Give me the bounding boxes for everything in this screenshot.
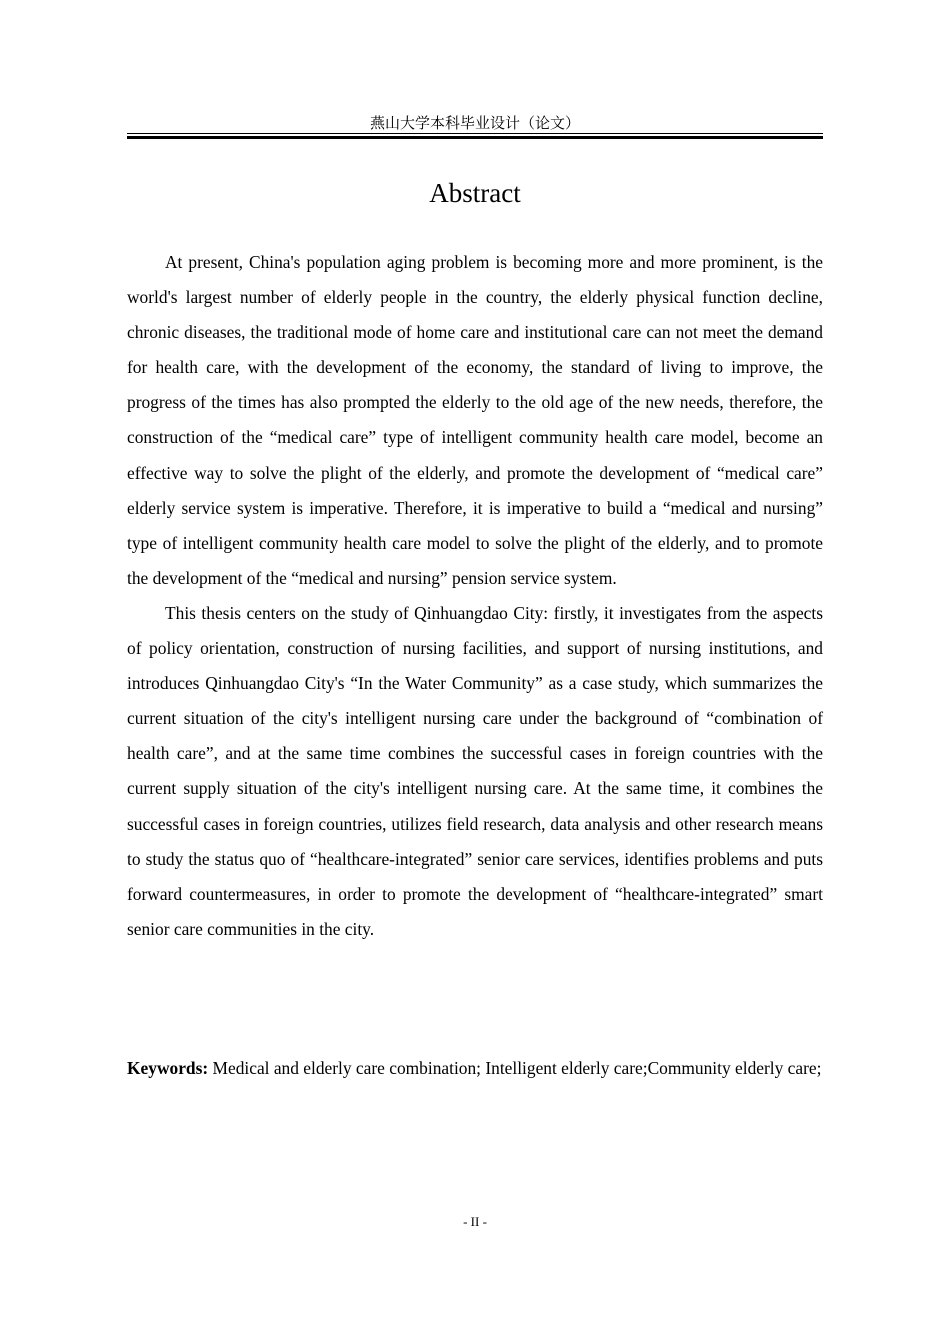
page-number: - II - xyxy=(463,1214,487,1229)
header-rule-thick xyxy=(127,136,823,139)
keywords-label: Keywords: xyxy=(127,1058,209,1078)
header-rule-thin xyxy=(127,133,823,134)
page-title: Abstract xyxy=(429,178,521,208)
keywords xyxy=(127,1051,823,1086)
keywords-text: Medical and elderly care combination; Intelligent elderly care;Community elderly care; xyxy=(212,1058,822,1078)
abstract-body xyxy=(127,245,823,947)
paragraph: At present, China's population aging problem is becoming more and more prominent, is the world's largest number of elderly people in the country, the elderly physical function decline, chronic diseases, the traditional mode of home care and institutional care can not meet the demand for health care, with the development of the economy, the standard of living to improve, the progress of the times has also prompted the elderly to the old age of the new needs, therefore, the construction of the “medical care” type of intelligent community health care model, become an effective way to solve the plight of the elderly, and promote the development of “medical care” elderly service system is imperative. Therefore, it is imperative to build a “medical and nursing” type of intelligent community health care model to solve the plight of the elderly, and to promote the development of the “medical and nursing” pension service system. xyxy=(127,252,823,588)
running-header: 燕山大学本科毕业设计（论文） xyxy=(369,114,580,132)
paragraph: This thesis centers on the study of Qinhuangdao City: firstly, it investigates from the aspects of policy orientation, construction of nursing facilities, and support of nursing institutions, and introduces Qinhuangdao City's “In the Water Community” as a case study, which summarizes the current situation of the city's intelligent nursing care under the background of “combination of health care”, and at the same time combines the successful cases in foreign countries with the current supply situation of the city's intelligent nursing care. At the same time, it combines the successful cases in foreign countries, utilizes field research, data analysis and other research means to study the status quo of “healthcare-integrated” senior care services, identifies problems and puts forward countermeasures, in order to promote the development of “healthcare-integrated” smart senior care communities in the city. xyxy=(127,602,823,939)
